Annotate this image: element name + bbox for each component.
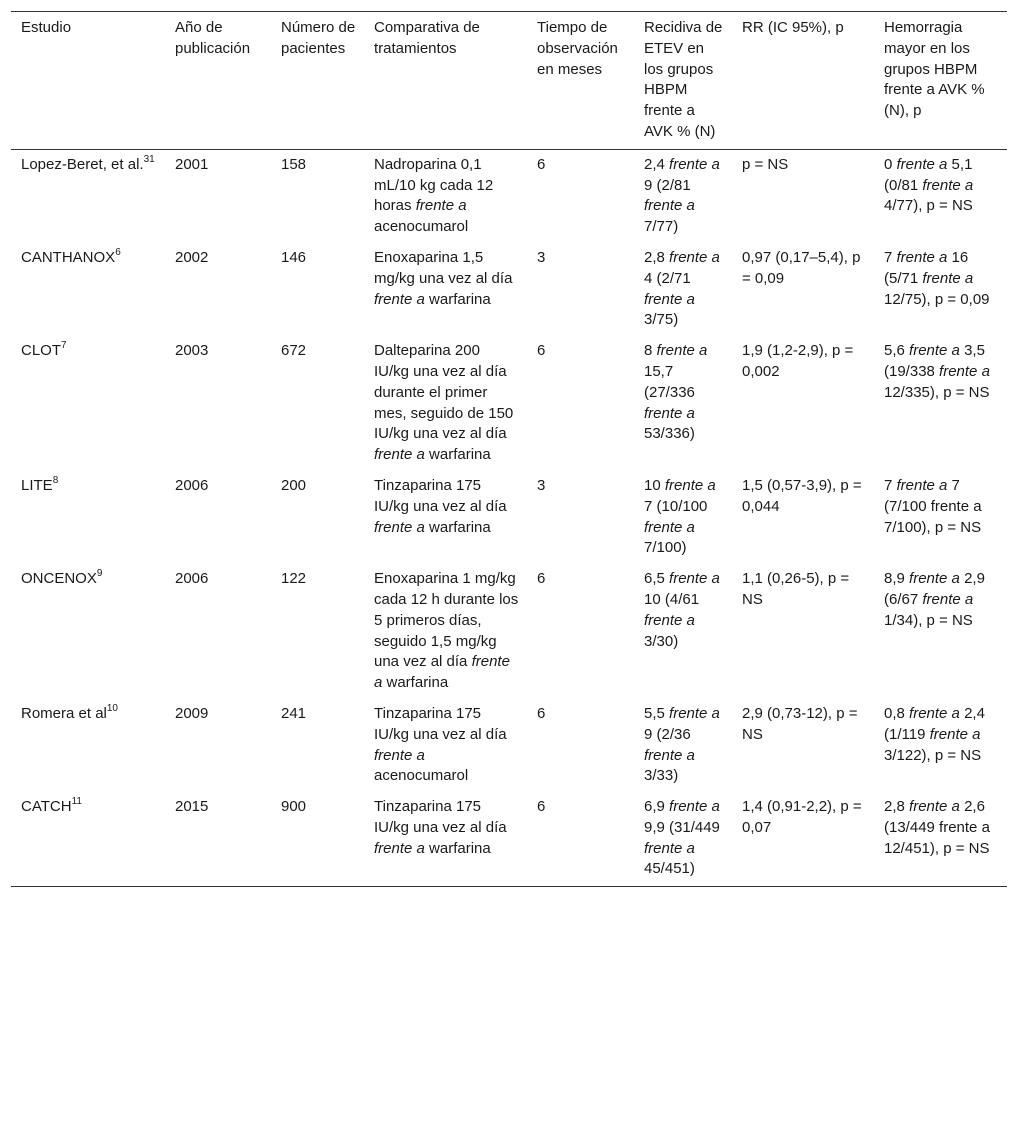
cell-study: [11, 471, 165, 564]
header-recurrence: Recidiva de ETEV en los grupos HBPM frente a AVK % (N): [644, 19, 723, 140]
cell-patients: 900: [281, 798, 307, 816]
cell-study: [11, 243, 165, 336]
cell-patients: 122: [281, 570, 307, 588]
cell-treatment: Tinzaparina 175 IU/kg una vez al día frente a warfarina: [374, 476, 507, 536]
cell-recurrence: 6,9 frente a 9,9 (31/449 frente a 45/451): [644, 798, 720, 878]
cell-rr: 1,1 (0,26-5), p = NS: [742, 570, 850, 608]
cell-study: [11, 149, 165, 243]
study-name: CATCH: [21, 798, 72, 816]
table-row: [11, 471, 1007, 564]
cell-months: 3: [537, 248, 546, 266]
table-row: [11, 699, 1007, 792]
cell-year: 2002: [175, 248, 209, 266]
reference-number: 9: [96, 568, 103, 580]
header-rr: RR (IC 95%), p: [742, 19, 844, 36]
cell-months: 6: [537, 570, 546, 588]
cell-recurrence: 2,8 frente a 4 (2/71 frente a 3/75): [644, 248, 720, 329]
header-year: Año de publicación: [175, 19, 251, 57]
cell-recurrence: 10 frente a 7 (10/100 frente a 7/100): [644, 476, 716, 557]
cell-months: 3: [537, 476, 546, 494]
table-row: [11, 564, 1007, 699]
cell-months: 6: [537, 798, 546, 816]
cell-year: 2001: [175, 155, 209, 173]
cell-patients: 146: [281, 248, 307, 266]
study-name: ONCENOX: [21, 570, 97, 588]
cell-rr: p = NS: [742, 155, 789, 173]
cell-recurrence: 5,5 frente a 9 (2/36 frente a 3/33): [644, 704, 720, 785]
header-treatment: Comparativa de tratamientos: [374, 19, 480, 57]
cell-rr: 0,97 (0,17–5,4), p = 0,09: [742, 248, 861, 287]
cell-months: 6: [537, 155, 546, 173]
study-name: Romera et al: [21, 704, 107, 722]
cell-bleeding: 7 frente a 16 (5/71 frente a 12/75), p = 0,09: [884, 248, 990, 308]
cell-patients: 672: [281, 342, 307, 360]
cell-treatment: Enoxaparina 1 mg/kg cada 12 h durante los 5 primeros días, seguido 1,5 mg/kg una vez al día frente a warfarina: [374, 570, 519, 692]
study-name: CANTHANOX: [21, 248, 116, 266]
cell-recurrence: 2,4 frente a 9 (2/81 frente a 7/77): [644, 155, 720, 236]
comparison-table: [11, 11, 1007, 887]
table-body: [11, 149, 1007, 887]
cell-study: [11, 699, 165, 792]
header-estudio: Estudio: [21, 19, 72, 36]
table-row: [11, 336, 1007, 471]
cell-year: 2015: [175, 798, 209, 816]
cell-treatment: Nadroparina 0,1 mL/10 kg cada 12 horas frente a acenocumarol: [374, 155, 494, 236]
cell-bleeding: 7 frente a 7 (7/100 frente a 7/100), p = NS: [884, 476, 982, 536]
table-row: [11, 792, 1007, 887]
cell-bleeding: 0 frente a 5,1 (0/81 frente a 4/77), p = NS: [884, 155, 974, 215]
cell-treatment: Enoxaparina 1,5 mg/kg una vez al día frente a warfarina: [374, 248, 513, 308]
cell-recurrence: 8 frente a 15,7 (27/336 frente a 53/336): [644, 342, 708, 443]
header-months: Tiempo de observación en meses: [537, 19, 618, 78]
reference-number: 7: [61, 340, 67, 352]
reference-number: 11: [71, 796, 82, 808]
cell-bleeding: 0,8 frente a 2,4 (1/119 frente a 3/122), p = NS: [884, 704, 985, 764]
reference-number: 6: [115, 246, 121, 258]
cell-year: 2003: [175, 342, 209, 360]
cell-year: 2006: [175, 476, 209, 494]
reference-number: 10: [106, 702, 118, 714]
cell-treatment: Tinzaparina 175 IU/kg una vez al día frente a warfarina: [374, 798, 507, 857]
cell-bleeding: 8,9 frente a 2,9 (6/67 frente a 1/34), p = NS: [884, 570, 985, 629]
cell-rr: 1,5 (0,57-3,9), p = 0,044: [742, 476, 862, 515]
cell-rr: 2,9 (0,73-12), p = NS: [742, 704, 858, 743]
reference-number: 31: [143, 153, 155, 165]
header-patients: Número de pacientes: [281, 19, 356, 57]
reference-number: 8: [52, 474, 59, 486]
cell-months: 6: [537, 342, 546, 360]
cell-patients: 158: [281, 155, 307, 173]
cell-study: [11, 564, 165, 699]
cell-patients: 241: [281, 704, 307, 722]
cell-study: [11, 792, 165, 887]
cell-rr: 1,9 (1,2-2,9), p = 0,002: [742, 342, 854, 380]
study-name: Lopez-Beret, et al.: [21, 155, 144, 173]
header-bleeding: Hemorragia mayor en los grupos HBPM frente a AVK % (N), p: [884, 19, 985, 120]
table-row: [11, 149, 1007, 243]
cell-bleeding: 2,8 frente a 2,6 (13/449 frente a 12/451), p = NS: [884, 798, 990, 857]
cell-treatment: Dalteparina 200 IU/kg una vez al día durante el primer mes, seguido de 150 IU/kg una vez al día frente a warfarina: [374, 342, 514, 464]
study-name: LITE: [21, 476, 53, 494]
cell-treatment: Tinzaparina 175 IU/kg una vez al día frente a acenocumarol: [374, 704, 507, 785]
study-name: CLOT: [21, 342, 62, 360]
cell-year: 2006: [175, 570, 209, 588]
cell-recurrence: 6,5 frente a 10 (4/61 frente a 3/30): [644, 570, 720, 650]
cell-study: [11, 336, 165, 471]
table-row: [11, 243, 1007, 336]
cell-bleeding: 5,6 frente a 3,5 (19/338 frente a 12/335), p = NS: [884, 342, 990, 401]
table-header: [11, 12, 1007, 150]
cell-year: 2009: [175, 704, 209, 722]
cell-months: 6: [537, 704, 546, 722]
cell-patients: 200: [281, 476, 307, 494]
cell-rr: 1,4 (0,91-2,2), p = 0,07: [742, 798, 862, 836]
